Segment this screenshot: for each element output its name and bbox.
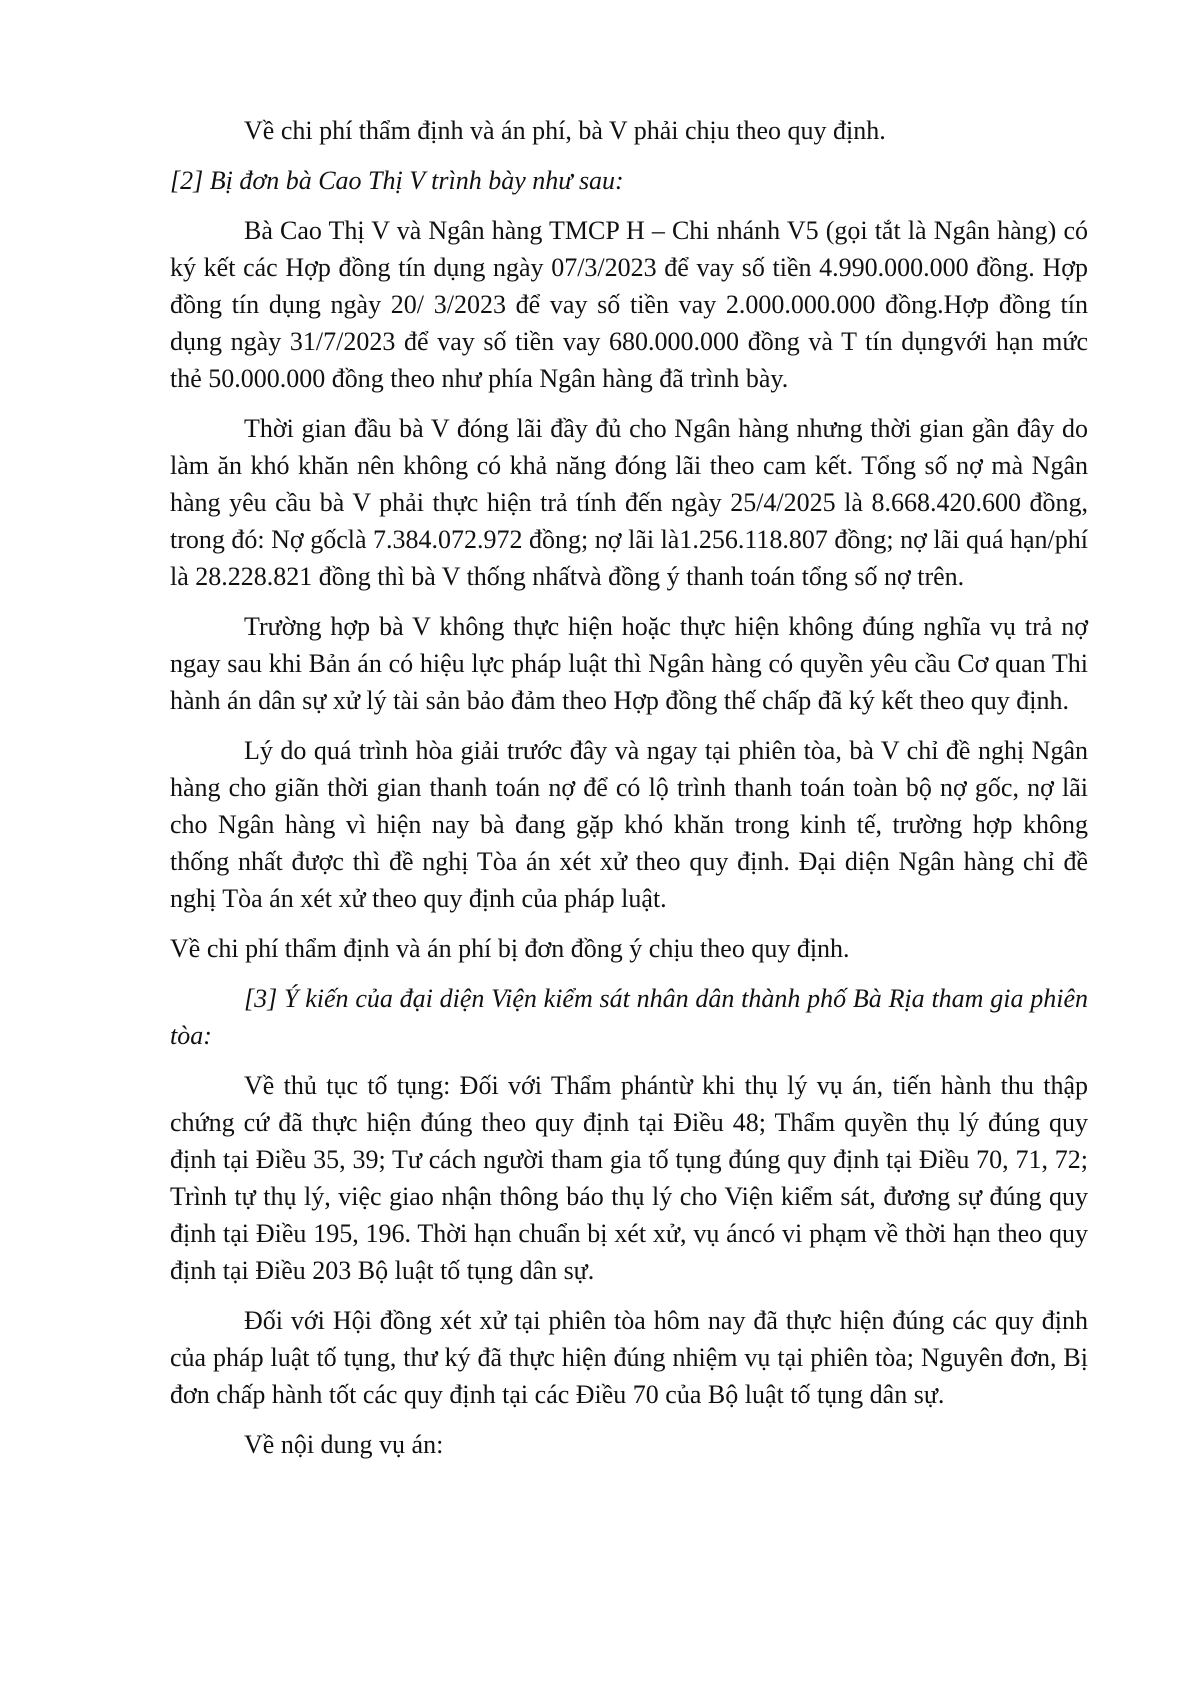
paragraph-loan-contracts: Bà Cao Thị V và Ngân hàng TMCP H – Chi nhánh V5 (gọi tắt là Ngân hàng) có ký kết các Hợp đồng tín dụng ngày 07/3/2023 để vay số tiền 4.990.000.000 đồng. Hợp đồng tín dụng ngày 20/ 3/2023 để vay số tiền vay 2.000.000.000 đồng.Hợp đồng tín dụng ngày 31/7/2023 để vay số tiền vay 680.000.000 đồng và T tín dụngvới hạn mức thẻ 50.000.000 đồng theo như phía Ngân hàng đã trình bày. [170, 216, 1088, 393]
section-heading-defendant: [2] Bị đơn bà Cao Thị V trình bày như sau: [170, 166, 624, 195]
paragraph-debt-total: Thời gian đầu bà V đóng lãi đầy đủ cho Ngân hàng nhưng thời gian gần đây do làm ăn khó khăn nên không có khả năng đóng lãi theo cam kết. Tổng số nợ mà Ngân hàng yêu cầu bà V phải thực hiện trả tính đến ngày 25/4/2025 là 8.668.420.600 đồng, trong đó: Nợ gốclà 7.384.072.972 đồng; nợ lãi là1.256.118.807 đồng; nợ lãi quá hạn/phí là 28.228.821 đồng thì bà V thống nhấtvà đồng ý thanh toán tổng số nợ trên. [170, 414, 1088, 591]
paragraph-case-content: Về nội dung vụ án: [244, 1430, 444, 1459]
paragraph-cost-defendant: Về chi phí thẩm định và án phí bị đơn đồng ý chịu theo quy định. [170, 934, 850, 963]
paragraph-mediation: Lý do quá trình hòa giải trước đây và ngay tại phiên tòa, bà V chỉ đề nghị Ngân hàng cho giãn thời gian thanh toán nợ để có lộ trình thanh toán toàn bộ nợ gốc, nợ lãi cho Ngân hàng vì hiện nay bà đang gặp khó khăn trong kinh tế, trường hợp không thống nhất được thì đề nghị Tòa án xét xử theo quy định. Đại diện Ngân hàng chỉ đề nghị Tòa án xét xử theo quy định của pháp luật. [170, 736, 1088, 913]
document-page [170, 112, 1088, 1476]
section-heading-procuracy: [3] Ý kiến của đại diện Viện kiểm sát nhân dân thành phố Bà Rịa tham gia phiên tòa: [170, 984, 1088, 1050]
paragraph-cost-plaintiff: Về chi phí thẩm định và án phí, bà V phải chịu theo quy định. [244, 116, 886, 145]
paragraph-collateral: Trường hợp bà V không thực hiện hoặc thực hiện không đúng nghĩa vụ trả nợ ngay sau khi Bản án có hiệu lực pháp luật thì Ngân hàng có quyền yêu cầu Cơ quan Thi hành án dân sự xử lý tài sản bảo đảm theo Hợp đồng thế chấp đã ký kết theo quy định. [170, 612, 1088, 715]
paragraph-trial-panel: Đối với Hội đồng xét xử tại phiên tòa hôm nay đã thực hiện đúng các quy định của pháp luật tố tụng, thư ký đã thực hiện đúng nhiệm vụ tại phiên tòa; Nguyên đơn, Bị đơn chấp hành tốt các quy định tại các Điều 70 của Bộ luật tố tụng dân sự. [170, 1306, 1088, 1409]
paragraph-procedure: Về thủ tục tố tụng: Đối với Thẩm phántừ khi thụ lý vụ án, tiến hành thu thập chứng cứ đã thực hiện đúng theo quy định tại Điều 48; Thẩm quyền thụ lý đúng quy định tại Điều 35, 39; Tư cách người tham gia tố tụng đúng quy định tại Điều 70, 71, 72; Trình tự thụ lý, việc giao nhận thông báo thụ lý cho Viện kiểm sát, đương sự đúng quy định tại Điều 195, 196. Thời hạn chuẩn bị xét xử, vụ áncó vi phạm về thời hạn theo quy định tại Điều 203 Bộ luật tố tụng dân sự. [170, 1071, 1088, 1285]
